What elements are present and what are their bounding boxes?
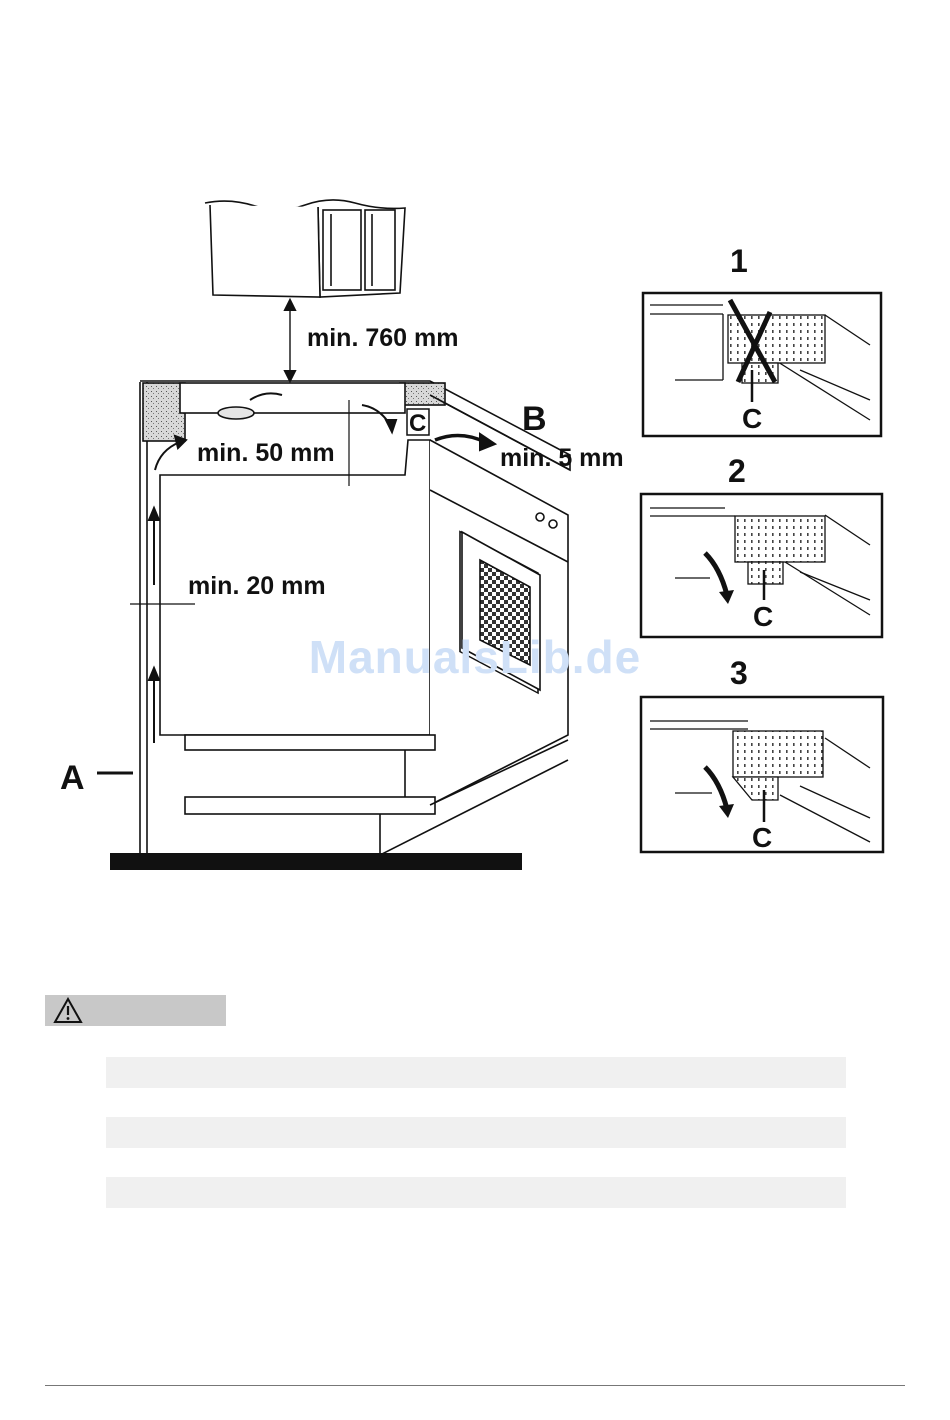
detail-number-3: 3: [730, 655, 748, 691]
clearance-front-label: min. 5 mm: [500, 444, 624, 472]
detail-panel-3: [641, 655, 883, 853]
warning-triangle-icon: [53, 997, 83, 1024]
footer-rule: [45, 1385, 905, 1386]
watermark: ManualsLib.de: [308, 631, 642, 683]
redacted-text-line: [106, 1177, 846, 1208]
label-c-main: C: [409, 410, 427, 437]
detail-number-1: 1: [730, 243, 748, 279]
wall-cabinet: [205, 200, 405, 297]
detail-panel-1: [643, 243, 881, 436]
detail-label-c-2: C: [753, 601, 774, 632]
warning-header-bar: [45, 995, 226, 1026]
detail-label-c-1: C: [742, 403, 763, 434]
detail-panel-2: [641, 453, 882, 637]
detail-number-2: 2: [728, 453, 746, 489]
redacted-text-line: [106, 1057, 846, 1088]
clearance-top-label: min. 760 mm: [307, 324, 459, 352]
redacted-text-line: [106, 1117, 846, 1148]
label-b: B: [522, 400, 547, 438]
label-a: A: [60, 759, 85, 797]
floor: [110, 853, 522, 870]
clearance-side-label: min. 20 mm: [188, 572, 326, 600]
clearance-back-label: min. 50 mm: [197, 439, 335, 467]
detail-label-c-3: C: [752, 822, 773, 853]
wall: [140, 382, 147, 855]
